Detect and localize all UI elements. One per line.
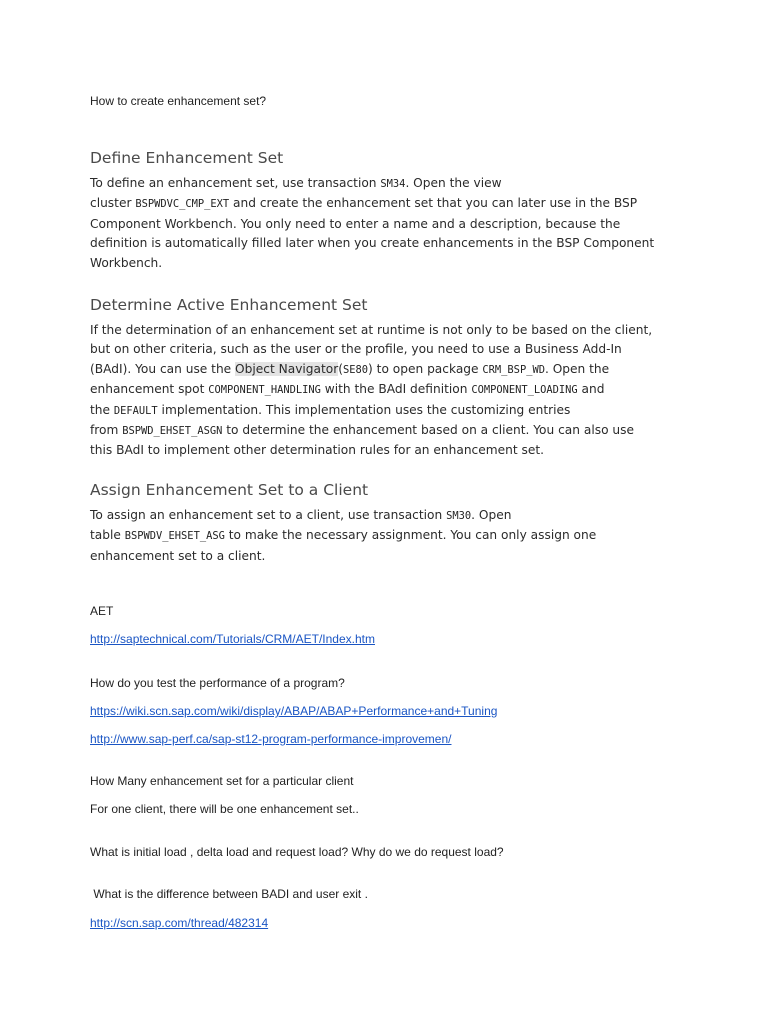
assign-enhancement-set-paragraph xyxy=(90,506,596,566)
text-span: (BAdI). You can use the xyxy=(90,361,236,376)
text-span: cluster xyxy=(90,196,136,211)
text-line xyxy=(90,194,654,214)
client-answer: For one client, there will be one enhancement set.. xyxy=(90,802,359,816)
determine-active-enhancement-set-paragraph xyxy=(90,321,652,461)
define-enhancement-set-paragraph xyxy=(90,174,654,273)
text-line xyxy=(90,174,654,194)
abap-performance-wiki-link[interactable]: https://wiki.scn.sap.com/wiki/display/ABAP/ABAP+Performance+and+Tuning xyxy=(90,704,498,718)
customizing-table-code: BSPWD_EHSET_ASGN xyxy=(122,425,223,438)
text-line xyxy=(90,360,652,380)
text-span: . Open the view xyxy=(405,176,502,190)
text-span: to determine the enhancement based on a client. You can also use xyxy=(222,423,634,438)
sap-perf-st12-link[interactable]: http://www.sap-perf.ca/sap-st12-program-performance-improvemen/ xyxy=(90,732,452,746)
implementation-code: DEFAULT xyxy=(113,404,158,417)
transaction-code: SM30 xyxy=(446,510,472,522)
text-line: this BAdI to implement other determination rules for an enhancement set. xyxy=(90,443,544,458)
text-line xyxy=(90,421,652,441)
text-line xyxy=(90,401,652,421)
assign-enhancement-set-heading: Assign Enhancement Set to a Client xyxy=(90,481,369,499)
text-line: enhancement set to a client. xyxy=(90,548,266,563)
text-span: ( xyxy=(338,361,344,376)
enhancement-spot-code: COMPONENT_HANDLING xyxy=(208,384,321,397)
performance-question: How do you test the performance of a program? xyxy=(90,676,345,690)
determine-active-enhancement-set-heading: Determine Active Enhancement Set xyxy=(90,296,368,314)
badi-definition-code: COMPONENT_LOADING xyxy=(471,384,578,397)
object-navigator-term: Object Navigator xyxy=(235,361,339,376)
text-line: Workbench. xyxy=(90,255,163,270)
intro-question: How to create enhancement set? xyxy=(90,94,267,108)
client-question: How Many enhancement set for a particular client xyxy=(90,774,354,788)
text-span: enhancement spot xyxy=(90,382,209,397)
text-line xyxy=(90,526,596,546)
aet-label: AET xyxy=(90,604,114,618)
text-line xyxy=(90,506,596,526)
package-code: CRM_BSP_WD xyxy=(482,363,545,376)
text-span: from xyxy=(90,423,123,438)
transaction-code: SE80 xyxy=(343,363,369,376)
text-span: To assign an enhancement set to a client, use transaction xyxy=(90,508,447,522)
text-span: ) to open package xyxy=(368,361,483,376)
text-span: . Open the xyxy=(544,361,610,376)
text-line xyxy=(90,380,652,400)
text-line: Component Workbench. You only need to enter a name and a description, because the xyxy=(90,216,621,231)
text-span: and xyxy=(577,382,605,397)
text-line: definition is automatically filled later when you create enhancements in the BSP Component xyxy=(90,236,655,251)
view-cluster-code: BSPWDVC_CMP_EXT xyxy=(135,198,230,211)
define-enhancement-set-heading: Define Enhancement Set xyxy=(90,149,284,167)
text-line: If the determination of an enhancement set at runtime is not only to be based on the client, xyxy=(90,323,653,337)
text-span: and create the enhancement set that you can later use in the BSP xyxy=(229,196,638,211)
text-span: implementation. This implementation uses the customizing entries xyxy=(157,402,571,417)
text-span: . Open xyxy=(471,508,512,522)
assignment-table-code: BSPWDV_EHSET_ASG xyxy=(124,530,225,543)
text-span: to make the necessary assignment. You can only assign one xyxy=(224,528,597,543)
scn-thread-link[interactable]: http://scn.sap.com/thread/482314 xyxy=(90,916,269,930)
load-question: What is initial load , delta load and request load? Why do we do request load? xyxy=(90,845,504,859)
text-span: with the BAdI definition xyxy=(320,382,472,397)
badi-question: What is the difference between BADI and user exit . xyxy=(90,887,368,901)
text-span: table xyxy=(90,528,125,543)
transaction-code: SM34 xyxy=(380,178,406,190)
text-span: To define an enhancement set, use transaction xyxy=(90,176,381,190)
text-span: the xyxy=(90,402,114,417)
aet-tutorial-link[interactable]: http://saptechnical.com/Tutorials/CRM/AET/Index.htm xyxy=(90,632,375,646)
text-line: but on other criteria, such as the user or the profile, you need to use a Business Add-In xyxy=(90,342,622,357)
